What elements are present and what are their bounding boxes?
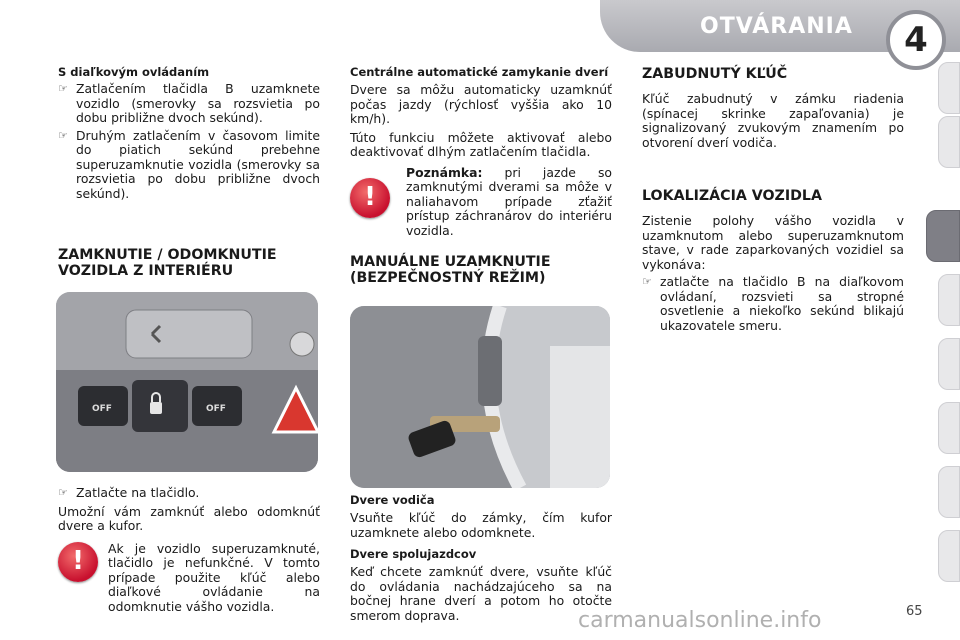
manual-locking-heading: MANUÁLNE UZAMKNUTIE (BEZPEČNOSTNÝ REŽIM) xyxy=(350,254,551,286)
column-left-lower xyxy=(58,486,320,614)
column-middle-lower xyxy=(350,494,612,623)
driver-door-heading: Dvere vodiča xyxy=(350,493,435,507)
chapter-tab[interactable] xyxy=(938,402,960,454)
list-item xyxy=(58,129,320,202)
list-item xyxy=(642,275,904,333)
interior-heading: ZAMKNUTIE / ODOMKNUTIE VOZIDLA Z INTERIÉRU xyxy=(58,247,277,279)
warning-icon: ! xyxy=(58,542,98,582)
chapter-tabs xyxy=(932,62,960,582)
chapter-number-badge: 4 xyxy=(886,10,946,70)
pointing-hand-icon: ☞ xyxy=(58,486,68,499)
chapter-title: OTVÁRANIA xyxy=(700,14,853,39)
note-block xyxy=(350,166,612,239)
vehicle-locating-bullet: zatlačte na tlačidlo B na diaľkovom ovládaní, rozsvieti sa stropné osvetlenie a niekoľko sekúnd blikajú ukazovatele smeru. xyxy=(660,274,904,333)
remote-bullet-1: Zatlačením tlačidla B uzamknete vozidlo (smerovky sa rozsvietia po dobu približne dvoch sekúnd). xyxy=(76,81,320,125)
warning-text: Ak je vozidlo superuzamknuté, tlačidlo je nefunkčné. V tomto prípade použite kľúč alebo diaľkové ovládanie na odomknutie vášho vozidla. xyxy=(108,540,320,614)
passenger-door-heading: Dvere spolujazdcov xyxy=(350,547,477,561)
note-label: Poznámka: xyxy=(406,164,483,180)
column-middle xyxy=(350,66,612,286)
press-text: Umožní vám zamknúť alebo odomknúť dvere a kufor. xyxy=(58,503,320,533)
central-locking-text-1: Dvere sa môžu automaticky uzamknúť počas jazdy (rýchlosť vyššia ako 10 km/h). xyxy=(350,82,612,126)
remote-bullet-2: Druhým zatlačením v časovom limite do piatich sekúnd prebehne superuzamknutie vozidla (smerovky sa rozsvietia po dobu približne dvoch sekúnd). xyxy=(76,127,320,201)
press-bullet: Zatlačte na tlačidlo. xyxy=(76,485,200,500)
list-item xyxy=(58,486,320,501)
watermark: carmanualsonline.info xyxy=(578,608,822,633)
vehicle-locating-heading: LOKALIZÁCIA VOZIDLA xyxy=(642,188,822,204)
fog-front-off-label: OFF xyxy=(206,404,226,414)
chapter-tab[interactable] xyxy=(938,338,960,390)
column-left xyxy=(58,66,320,279)
list-item xyxy=(58,82,320,126)
pointing-hand-icon: ☞ xyxy=(58,128,68,142)
vehicle-locating-text: Zistenie polohy vášho vozidla v uzamknutom alebo superuzamknutom stave, v rade zaparkovaných vozidiel sa vykonáva: xyxy=(642,213,904,272)
driver-door-text: Vsuňte kľúč do zámky, čím kufor uzamknete alebo odomknete. xyxy=(350,510,612,540)
central-locking-text-2: Túto funkciu môžete aktivovať alebo deaktivovať dlhým zatlačením tlačidla. xyxy=(350,129,612,159)
chapter-tab[interactable] xyxy=(938,274,960,326)
central-locking-heading: Centrálne automatické zamykanie dverí xyxy=(350,65,609,79)
page-number: 65 xyxy=(906,604,923,619)
forgotten-key-text: Kľúč zabudnutý v zámku riadenia (spínacej skrinke zapaľovania) je signalizovaný zvukovým znamením po otvorení dverí vodiča. xyxy=(642,91,904,150)
door-lock-photo xyxy=(350,306,610,488)
pointing-hand-icon: ☞ xyxy=(642,275,652,288)
pointing-hand-icon: ☞ xyxy=(58,82,68,95)
column-right xyxy=(642,66,904,333)
warning-icon: ! xyxy=(350,178,390,218)
door-lock-illustration xyxy=(350,306,610,488)
chapter-tab[interactable] xyxy=(938,466,960,518)
warning-block xyxy=(58,542,320,615)
note-text: pri jazde so zamknutými dverami sa môže v naliahavom prípade zťažiť prístup záchranárov do interiéru vozidla. xyxy=(406,164,612,238)
chapter-tab[interactable] xyxy=(938,116,960,168)
dashboard-buttons-photo xyxy=(56,292,318,472)
passenger-door-text: Keď chcete zamknúť dvere, vsuňte kľúč do ovládania nachádzajúceho sa na bočnej hrane dverí a potom ho otočte smerom doprava. xyxy=(350,564,612,623)
chapter-tab-active[interactable] xyxy=(926,210,960,262)
chapter-tab[interactable] xyxy=(938,530,960,582)
forgotten-key-heading: ZABUDNUTÝ KĽÚČ xyxy=(642,66,788,82)
remote-heading: S diaľkovým ovládaním xyxy=(58,65,210,79)
fog-rear-off-label: OFF xyxy=(92,404,112,414)
dashboard-buttons-illustration xyxy=(56,292,318,472)
chapter-tab[interactable] xyxy=(938,62,960,114)
